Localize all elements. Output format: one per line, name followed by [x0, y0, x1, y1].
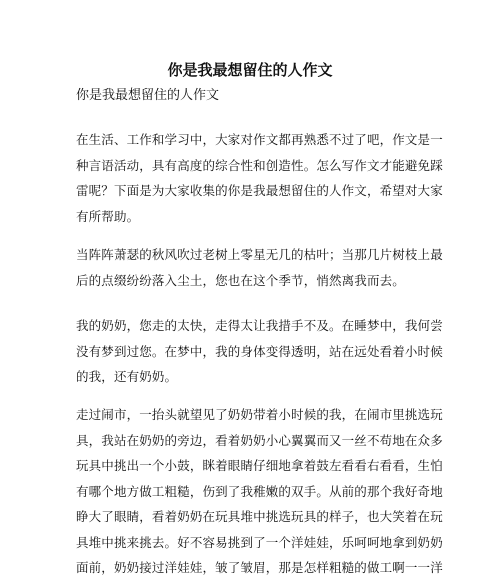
text-line: 具堆中挑来挑去。好不容易挑到了一个洋娃娃，乐呵呵地拿到奶奶 — [76, 534, 443, 550]
text-line: 走过闹市，一抬头就望见了奶奶带着小时候的我，在闹市里挑选玩 — [76, 407, 443, 422]
text-line: 当阵阵萧瑟的秋风吹过老树上零星无几的枯叶；当那几片树枝上最 — [76, 247, 443, 262]
text-line: 后的点缀纷纷落入尘土，您也在这个季节，悄然离我而去。 — [76, 272, 405, 288]
text-line: 睁大了眼睛，看着奶奶在玩具堆中挑选玩具的样子，也大笑着在玩 — [76, 509, 443, 524]
text-line: 我的奶奶，您走的太快，走得太让我措手不及。在睡梦中，我何尝 — [76, 318, 443, 333]
text-line: 没有梦到过您。在梦中，我的身体变得透明，站在远处看着小时候 — [76, 343, 443, 359]
paragraph-grandma — [76, 313, 443, 390]
text-line: 具，我站在奶奶的旁边，看着奶奶小心翼翼而又一丝不苟地在众多 — [76, 432, 443, 448]
document-subtitle: 你是我最想留住的人作文 — [76, 88, 220, 103]
text-line: 雷呢？下面是为大家收集的你是我最想留住的人作文，希望对大家 — [76, 183, 443, 198]
text-line: 有所帮助。 — [76, 208, 140, 224]
text-line: 种言语活动，具有高度的综合性和创造性。怎么写作文才能避免踩 — [76, 157, 443, 173]
document-title: 你是我最想留住的人作文 — [167, 61, 333, 79]
paragraph-intro — [76, 127, 443, 229]
paragraph-autumn — [76, 242, 443, 293]
text-line: 面前，奶奶接过洋娃娃，皱了皱眉，那是怎样粗糙的做工啊一一洋 — [76, 560, 443, 575]
text-line: 有哪个地方做工粗糙，伤到了我稚嫩的双手。从前的那个我好奇地 — [76, 483, 443, 499]
paragraph-market — [76, 402, 443, 581]
text-line: 的我，还有奶奶。 — [76, 369, 178, 384]
text-line: 在生活、工作和学习中，大家对作文都再熟悉不过了吧，作文是一 — [76, 132, 443, 147]
text-line: 玩具中挑出一个小鼓，眯着眼睛仔细地拿着鼓左看看右看看，生怕 — [76, 458, 443, 473]
